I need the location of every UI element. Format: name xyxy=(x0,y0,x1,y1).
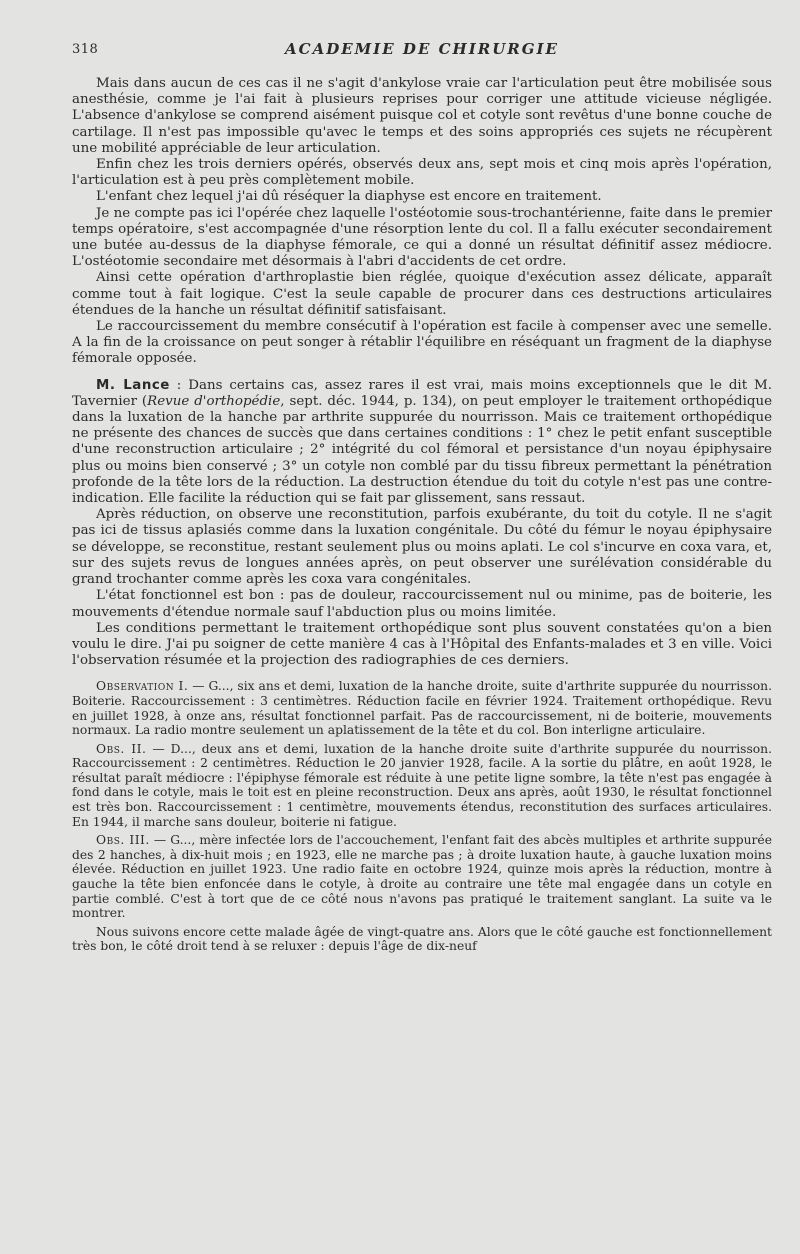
paragraph: Je ne compte pas ici l'opérée chez laquelle l'ostéotomie sous-trochantérienne, faite dans le premier temps opératoire, s'est accompagnée d'une résorption lente du col. Il a fallu exécuter secondairement une butée au-dessus de la diaphyse fémorale, ce qui a donné un résultat définitif assez médiocre. L'ostéotomie secondaire met désormais à l'abri d'accidents de cet ordre. xyxy=(72,205,772,270)
paragraph-text: : Dans certains cas, assez rares il est vrai, mais moins exceptionnels que le dit M. Tavernier ( xyxy=(72,377,772,409)
speaker-name: M. Lance xyxy=(96,377,170,393)
paragraph: Le raccourcissement du membre consécutif à l'opération est facile à compenser avec une semelle. A la fin de la croissance on peut songer à rétablir l'équilibre en réséquant un fragment de la diaphyse fémorale opposée. xyxy=(72,319,772,367)
observations-section xyxy=(72,679,772,954)
paragraph-text: , sept. déc. 1944, p. 134), on peut employer le traitement orthopédique dans la luxation de la hanche par arthrite suppurée du nourrisson. Mais ce traitement orthopédique ne présente des chances de succès que dans certaines conditions : 1° chez le petit enfant susceptible d'une reconstruction articulaire ; 2° intégrité du col fémoral et persistance d'un noyau épiphysaire plus ou moins bien conservé ; 3° un cotyle non comblé par du tissu fibreux permettant la pénétration profonde de la tête lors de la réduction. La destruction étendue du toit du cotyle n'est pas une contre-indication. Elle facilite la réduction qui se fait par glissement, sans ressaut. xyxy=(72,393,772,507)
observation-text: — G..., mère infectée lors de l'accouchement, l'enfant fait des abcès multiples et arthrite suppurée des 2 hanches, à dix-huit mois ; en 1923, elle ne marche pas ; à droite luxation haute, à gauche luxation moins élevée. Réduction en juillet 1923. Une radio faite en octobre 1924, quinze mois après la réduction, montre à gauche la tête bien enfoncée dans le cotyle, à droite au contraire une tête mal engagée dans un cotyle en partie comblé. C'est à tort que de ce côté nous n'avons pas pratiqué le traitement sanglant. La suite va le montrer. xyxy=(72,833,772,921)
observation-paragraph: Nous suivons encore cette malade âgée de vingt-quatre ans. Alors que le côté gauche est fonctionnellement très bon, le côté droit tend à se reluxer : depuis l'âge de dix-neuf xyxy=(72,924,772,954)
observation-label: Obs. II. xyxy=(96,741,147,756)
observation-paragraph xyxy=(72,742,772,830)
page-header xyxy=(72,40,772,62)
observation-text: — G..., six ans et demi, luxation de la hanche droite, suite d'arthrite suppurée du nourrisson. Boiterie. Raccourcissement : 3 centimètres. Réduction facile en février 1924. Traitement orthopédique. Revu en juillet 1928, à onze ans, résultat fonctionnel parfait. Pas de raccourcissement, ni de boiterie, mouvements normaux. La radio montre seulement un aplatissement de la tête et du col. Bon interligne articulaire. xyxy=(72,679,772,738)
paragraph: Mais dans aucun de ces cas il ne s'agit d'ankylose vraie car l'articulation peut être mobilisée sous anesthésie, comme je l'ai fait à plusieurs reprises pour corriger une attitude vicieuse négligée. L'absence d'ankylose se comprend aisément puisque col et cotyle sont revêtus d'une bonne couche de cartilage. Il n'est pas impossible qu'avec le temps et des soins appropriés ces sujets ne récupèrent une mobilité appréciable de leur articulation. xyxy=(72,76,772,156)
observation-text: — D..., deux ans et demi, luxation de la hanche droite suite d'arthrite suppurée du nourrisson. Raccourcissement : 2 centimètres. Réduction le 20 janvier 1928, facile. A la sortie du plâtre, en août 1928, le résultat paraît médiocre : l'épiphyse fémorale est réduite à une petite ligne sombre, la tête n'est pas engagée à fond dans le cotyle, mais le toit est en pleine reconstruction. Deux ans après, août 1930, le résultat fonctionnel est très bon. Raccourcissement : 1 centimètre, mouvements étendus, reconstitution des surfaces articulaires. En 1944, il marche sans douleur, boiterie ni fatigue. xyxy=(72,741,772,829)
page-number: 318 xyxy=(72,42,99,57)
paragraph: Les conditions permettant le traitement orthopédique sont plus souvent constatées qu'on a bien voulu le dire. J'ai pu soigner de cette manière 4 cas à l'Hôpital des Enfants-malades et 3 en ville. Voici l'observation résumée et la projection des radiographies de ces derniers. xyxy=(72,620,772,669)
section-gap xyxy=(72,368,772,378)
observation-paragraph xyxy=(72,679,772,737)
observation-label: Observation I. xyxy=(96,679,189,694)
paragraph: Après réduction, on observe une reconstitution, parfois exubérante, du toit du cotyle. Il ne s'agit pas ici de tissus aplasiés comme dans la luxation congénitale. Du côté du fémur le noyau épiphysaire se développe, se reconstitue, restant seulement plus ou moins aplati. Le col s'incurve en coxa vara, et, sur des sujets revus de longues années après, on peut observer une surélévation considérable du grand trochanter comme après les coxa vara congénitales. xyxy=(72,507,772,588)
paragraph: Ainsi cette opération d'arthroplastie bien réglée, quoique d'exécution assez délicate, apparaît comme tout à fait logique. C'est la seule capable de procurer dans ces destructions articulaires étendues de la hanche un résultat définitif satisfaisant. xyxy=(72,270,772,318)
observation-label: Obs. III. xyxy=(96,833,150,848)
paragraph: L'enfant chez lequel j'ai dû réséquer la diaphyse est encore en traitement. xyxy=(96,189,602,205)
paragraph: L'état fonctionnel est bon : pas de douleur, raccourcissement nul ou minime, pas de boiterie, les mouvements d'étendue normale sauf l'abduction plus ou moins limitée. xyxy=(72,588,772,620)
running-title: ACADEMIE DE CHIRURGIE xyxy=(285,40,559,58)
article-body xyxy=(72,76,772,669)
journal-reference: Revue d'orthopédie xyxy=(147,393,281,409)
observation-paragraph xyxy=(72,833,772,921)
lance-intervention-paragraph xyxy=(72,378,772,508)
paragraph: Enfin chez les trois derniers opérés, observés deux ans, sept mois et cinq mois après l'opération, l'articulation est à peu près complètement mobile. xyxy=(72,157,772,189)
